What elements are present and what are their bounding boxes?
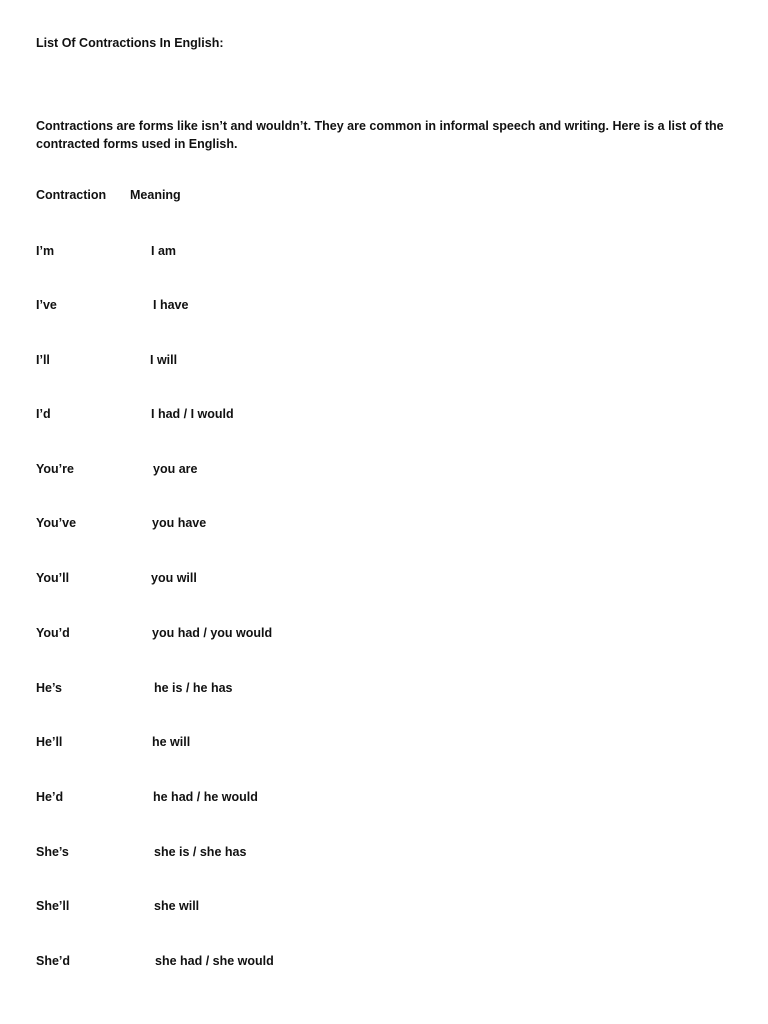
contraction-cell: He’ll [36, 735, 63, 749]
contraction-cell: He’s [36, 681, 62, 695]
contraction-cell: You’d [36, 626, 70, 640]
table-row [36, 681, 536, 699]
table-row [36, 516, 536, 534]
contraction-cell: I’ve [36, 298, 57, 312]
meaning-cell: I have [153, 298, 189, 312]
contraction-cell: She’ll [36, 899, 70, 913]
table-header [36, 188, 436, 206]
contraction-cell: I’d [36, 407, 51, 421]
header-meaning: Meaning [130, 188, 181, 202]
header-contraction: Contraction [36, 188, 107, 202]
table-row [36, 407, 536, 425]
table-row [36, 899, 536, 917]
meaning-cell: you have [152, 516, 207, 530]
meaning-cell: he had / he would [153, 790, 258, 804]
meaning-cell: she is / she has [154, 845, 247, 859]
table-row [36, 298, 536, 316]
meaning-cell: he is / he has [154, 681, 233, 695]
meaning-cell: she had / she would [155, 954, 274, 968]
contraction-cell: I’ll [36, 353, 50, 367]
meaning-cell: I had / I would [151, 407, 234, 421]
meaning-cell: she will [154, 899, 200, 913]
intro-paragraph: Contractions are forms like isn’t and wouldn’t. They are common in informal speech and writing. Here is a list of the contracted forms used in English. [36, 119, 724, 151]
meaning-cell: you will [151, 571, 197, 585]
table-row [36, 954, 536, 972]
table-row [36, 845, 536, 863]
contraction-cell: You’re [36, 462, 74, 476]
contraction-cell: You’ve [36, 516, 77, 530]
table-row [36, 571, 536, 589]
document-title: List Of Contractions In English: [36, 36, 224, 50]
meaning-cell: I am [151, 244, 177, 258]
table-row [36, 735, 536, 753]
meaning-cell: I will [150, 353, 178, 367]
contraction-cell: She’d [36, 954, 71, 968]
table-row [36, 626, 536, 644]
table-row [36, 244, 536, 262]
table-row [36, 462, 536, 480]
table-row [36, 790, 536, 808]
meaning-cell: you had / you would [152, 626, 273, 640]
contraction-cell: He’d [36, 790, 64, 804]
contraction-cell: You’ll [36, 571, 70, 585]
contraction-cell: She’s [36, 845, 69, 859]
meaning-cell: you are [153, 462, 198, 476]
table-row [36, 353, 536, 371]
meaning-cell: he will [152, 735, 191, 749]
contraction-cell: I’m [36, 244, 55, 258]
